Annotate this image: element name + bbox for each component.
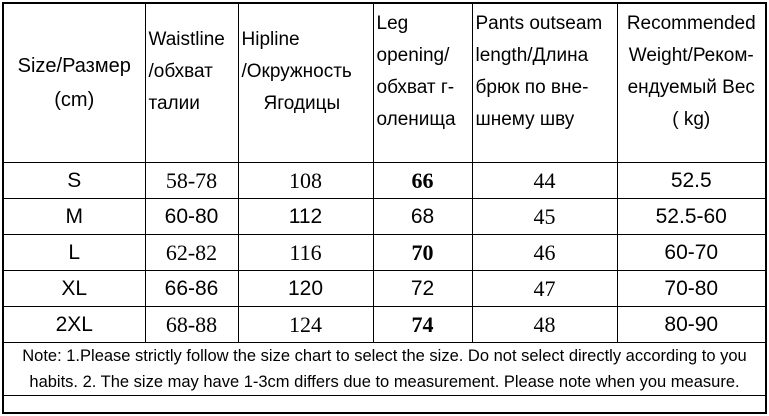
cell-waistline: 68-88 (145, 307, 238, 343)
header-size (4, 4, 145, 163)
table-row (4, 163, 765, 199)
cell-size: XL (4, 271, 145, 307)
cell-leg-opening: 68 (373, 199, 472, 235)
header-waistline-line: талии (148, 93, 200, 114)
header-hipline-line: /Окружность (241, 61, 352, 82)
header-pants-outseam-line: шнему шву (475, 109, 575, 130)
cell-hipline: 120 (238, 271, 373, 307)
cell-hipline: 112 (238, 199, 373, 235)
cell-hipline: 116 (238, 235, 373, 271)
header-pants-outseam-line: Pants outseam (475, 13, 603, 34)
header-hipline (238, 4, 373, 163)
table-row (4, 235, 765, 271)
cell-pants-outseam: 45 (472, 199, 617, 235)
header-leg-opening-line: обхват г- (376, 77, 455, 98)
header-leg-opening-line: opening/ (376, 45, 450, 66)
header-hipline-line: Ягодицы (263, 93, 341, 114)
header-size-line: (cm) (54, 89, 95, 111)
cell-size: L (4, 235, 145, 271)
cell-pants-outseam: 47 (472, 271, 617, 307)
cell-waistline: 60-80 (145, 199, 238, 235)
cell-leg-opening: 74 (373, 307, 472, 343)
cell-recommended-weight: 52.5-60 (617, 199, 765, 235)
table-row (4, 307, 765, 343)
header-waistline-line: /обхват (148, 61, 213, 82)
header-recommended-weight-line: Recommended (626, 13, 756, 34)
header-leg-opening-line: оленища (376, 109, 456, 130)
header-pants-outseam-line: length/Длина (475, 45, 589, 66)
header-recommended-weight-line: ( kg) (672, 109, 711, 130)
header-leg-opening (373, 4, 472, 163)
header-recommended-weight-line: ендуемый Вес (627, 77, 755, 98)
header-row (4, 4, 765, 163)
cell-hipline: 124 (238, 307, 373, 343)
header-recommended-weight-line: Weight/Реком- (628, 45, 754, 66)
cell-recommended-weight: 70-80 (617, 271, 765, 307)
table-row (4, 271, 765, 307)
size-note: Note: 1.Please strictly follow the size chart to select the size. Do not select directly according to you habits. 2. The size may have 1-3cm differs due to measurement. Please note when you measure. (4, 343, 765, 396)
cell-leg-opening: 72 (373, 271, 472, 307)
cell-size: 2XL (4, 307, 145, 343)
cell-pants-outseam: 48 (472, 307, 617, 343)
header-size-line: Size/Размер (17, 55, 131, 77)
cell-size: S (4, 163, 145, 199)
header-waistline-line: Waistline (148, 29, 225, 50)
header-waistline (145, 4, 238, 163)
cell-recommended-weight: 60-70 (617, 235, 765, 271)
size-chart-table (4, 4, 765, 396)
cell-size: M (4, 199, 145, 235)
cell-pants-outseam: 44 (472, 163, 617, 199)
header-leg-opening-line: Leg (376, 13, 409, 34)
header-recommended-weight (617, 4, 765, 163)
table-row (4, 199, 765, 235)
cell-waistline: 62-82 (145, 235, 238, 271)
cell-leg-opening: 70 (373, 235, 472, 271)
cell-leg-opening: 66 (373, 163, 472, 199)
header-pants-outseam (472, 4, 617, 163)
cell-recommended-weight: 80-90 (617, 307, 765, 343)
header-pants-outseam-line: брюк по вне- (475, 77, 589, 98)
cell-waistline: 58-78 (145, 163, 238, 199)
cell-pants-outseam: 46 (472, 235, 617, 271)
cell-recommended-weight: 52.5 (617, 163, 765, 199)
cell-hipline: 108 (238, 163, 373, 199)
cell-waistline: 66-86 (145, 271, 238, 307)
size-chart-sheet (2, 2, 767, 414)
header-hipline-line: Hipline (241, 29, 300, 50)
note-row (4, 343, 765, 396)
